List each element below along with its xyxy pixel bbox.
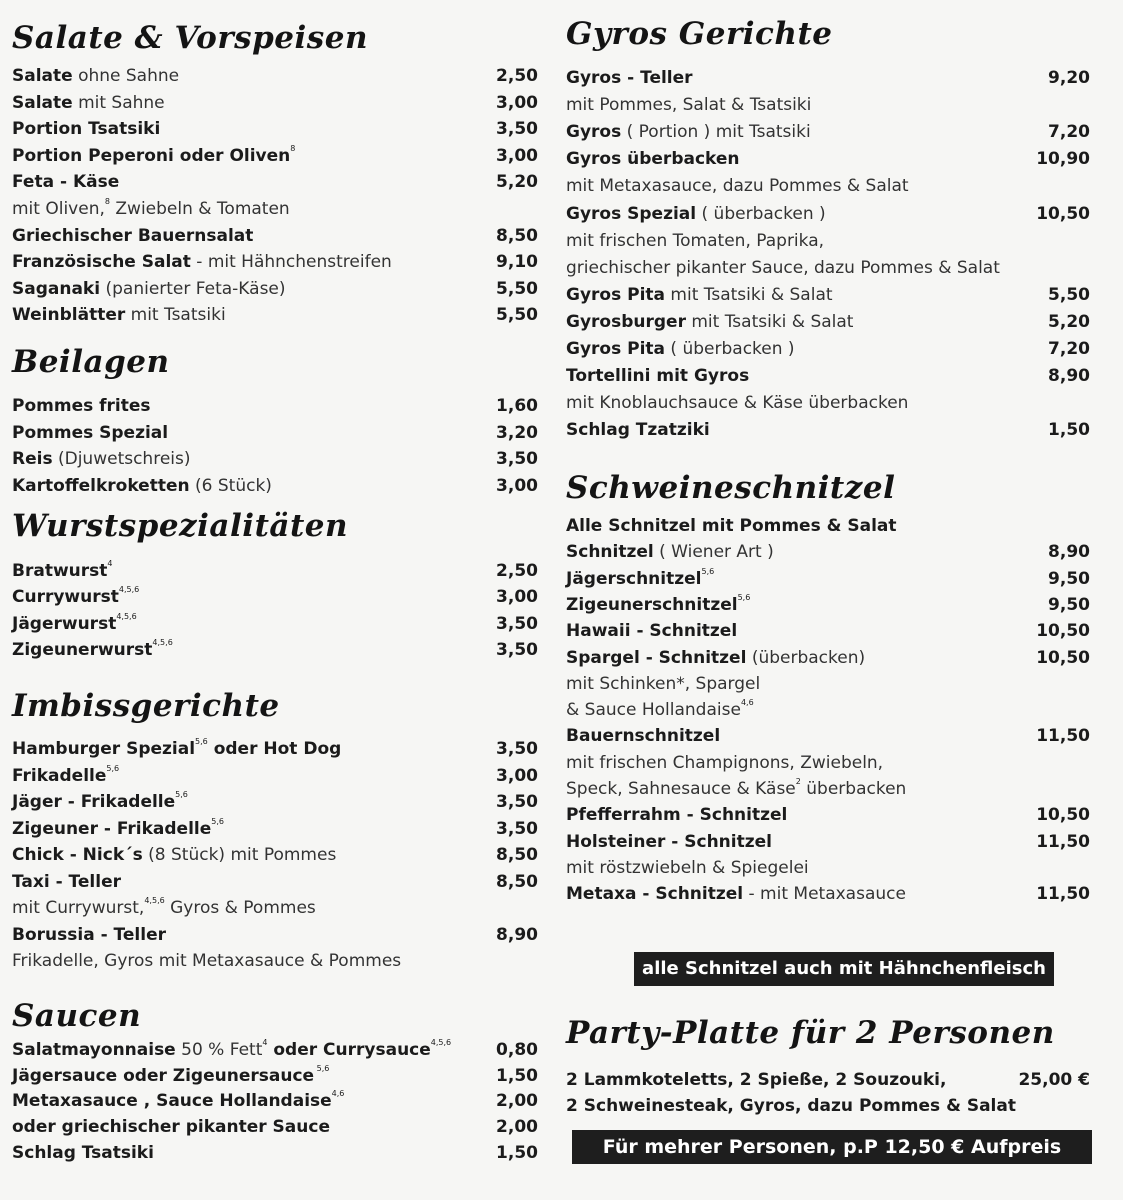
menu-item [566,803,1096,827]
menu-item-price: 8,50 [496,871,538,892]
item-title: Alle Schnitzel mit Pommes & Salat [566,516,897,536]
menu-item-price: 3,20 [496,422,538,443]
menu-item [566,256,1096,280]
menu-item-name [566,174,909,198]
item-title: oder Hot Dog [207,739,342,759]
menu-item [566,567,1096,591]
menu-item-name [566,147,740,171]
allergen-note: 8 [290,143,296,153]
allergen-note: 4 [262,1038,268,1047]
item-title: Griechischer Bauernsalat [12,225,254,246]
item-description: (überbacken) [746,647,866,668]
menu-item-name [12,923,166,947]
item-title: Zigeunerschnitzel [566,594,738,615]
menu-item-name [566,830,772,854]
menu-item-price: 2,50 [496,66,538,86]
menu-item-name [12,64,179,88]
item-description: ohne Sahne [72,66,180,86]
allergen-note: 4,5,6 [152,637,173,647]
menu-item-name [12,1089,344,1113]
item-title: Zigeunerwurst [12,639,153,660]
item-title: Portion Tsatsiki [12,119,161,140]
menu-item [566,540,1096,564]
menu-item [566,364,1096,388]
item-description: mit Knoblauchsauce & Käse überbacken [566,393,909,414]
menu-item-name [12,250,392,274]
menu-item-price: 3,50 [496,818,538,839]
menu-item [12,64,542,88]
allergen-note: 4,5,6 [430,1038,452,1047]
item-title: Tortellini mit Gyros [566,366,750,387]
menu-item [566,202,1096,226]
menu-item [12,817,542,841]
menu-item [12,585,542,609]
menu-item-name [12,447,191,471]
allergen-note: 4,5,6 [118,585,140,595]
menu-item-name [12,585,139,609]
menu-item [12,303,542,327]
menu-item [12,1115,542,1139]
menu-item [566,120,1096,144]
schnitzel-chicken-banner: alle Schnitzel auch mit Hähnchenfleisch [634,952,1054,986]
allergen-note: 5,6 [175,790,188,799]
menu-item-price: 2,00 [496,1091,538,1112]
menu-item-name [12,170,119,194]
item-description: mit Tsatsiki & Salat [665,284,833,305]
item-description: (6 Stück) [189,475,272,496]
menu-item-price: 7,20 [1048,339,1090,359]
menu-item-price: 5,50 [496,278,538,299]
menu-item [566,310,1096,334]
menu-item-price: 1,50 [1048,420,1090,441]
menu-item-name [12,144,295,168]
menu-item [566,1094,1096,1118]
party-extra-person-banner: Für mehrer Personen, p.P 12,50 € Aufpreis [572,1130,1092,1164]
item-title: Gyros überbacken [566,149,740,170]
menu-item [12,1064,542,1088]
section-heading-imbiss: Imbissgerichte [12,688,280,724]
item-title: Saganaki [12,278,101,299]
menu-item-name [12,817,224,841]
menu-item [12,474,542,498]
item-title: Gyrosburger [566,311,686,332]
menu-item-price: 9,20 [1048,68,1090,88]
item-description: ( Portion ) mit Tsatsiki [621,122,811,143]
allergen-note: 4,6 [331,1089,345,1099]
menu-item [566,391,1096,415]
item-description: überbacken [800,779,907,799]
item-description: mit Tsatsiki & Salat [685,311,854,332]
menu-item-price: 3,00 [496,92,538,113]
menu-item-name [12,764,119,788]
menu-item-price: 3,00 [496,475,538,496]
menu-item-price: 5,50 [1048,284,1090,305]
menu-item-name [566,698,754,722]
section-heading-party: Party-Platte für 2 Personen [566,1015,1055,1051]
menu-item-price: 11,50 [1036,884,1090,905]
menu-item-name [566,803,787,827]
menu-item-name [566,93,811,117]
menu-item-price: 8,90 [1048,366,1090,387]
allergen-note: 5,6 [195,737,208,746]
menu-item-name [12,737,341,761]
item-title: Metaxasauce , Sauce Hollandaise [12,1091,332,1112]
item-title: Jägersauce oder Zigeunersauce [12,1065,315,1086]
menu-item-name [12,91,165,115]
menu-item [566,147,1096,171]
menu-item [566,514,1096,538]
menu-item [12,394,542,418]
item-title: Reis [12,449,53,469]
item-description: (8 Stück) mit Pommes [142,845,337,865]
section-heading-saucen: Saucen [12,998,142,1034]
item-description: ( überbacken ) [696,203,826,224]
item-title: Schnitzel [566,542,654,563]
menu-item-price: 8,50 [496,225,538,246]
allergen-note: 5,6 [314,1063,330,1073]
item-title: Spargel - Schnitzel [566,647,747,668]
menu-item-price: 11,50 [1036,831,1090,852]
item-description: Gyros & Pommes [164,898,316,918]
item-title: Gyros - Teller [566,68,693,88]
allergen-note: 4 [107,559,113,568]
menu-item-price: 3,00 [496,765,538,786]
item-description: Speck, Sahnesauce & Käse [566,779,796,799]
menu-item [12,1038,542,1062]
menu-item-name [12,559,112,583]
menu-item [566,856,1096,880]
menu-item-name [12,1141,154,1165]
menu-item-name [12,790,188,814]
menu-item-name [12,303,226,327]
menu-item-price: 10,50 [1036,805,1090,826]
item-title: Borussia - Teller [12,924,166,945]
menu-item-name [12,197,290,221]
menu-item [12,949,542,973]
menu-item [12,250,542,274]
menu-item [566,93,1096,117]
menu-item-price: 2,00 [496,1117,538,1138]
menu-item-name [566,1068,946,1092]
allergen-note: 5,6 [106,763,120,773]
menu-item-price: 11,50 [1036,726,1090,747]
menu-item [12,1089,542,1113]
menu-item [566,646,1096,670]
menu-item-price: 10,50 [1036,621,1090,642]
menu-item-name [12,1038,451,1062]
menu-item [12,117,542,141]
menu-item-name [566,66,693,90]
menu-item [12,447,542,471]
allergen-note: 4,5,6 [144,896,165,905]
item-description: Frikadelle, Gyros mit Metaxasauce & Pommes [12,951,402,971]
menu-item [566,830,1096,854]
item-title: 2 Lammkoteletts, 2 Spieße, 2 Souzouki, [566,1070,947,1090]
menu-item-price: 7,20 [1048,122,1090,143]
menu-item [12,790,542,814]
allergen-note: 8 [104,197,110,206]
item-title: Bratwurst [12,561,108,581]
allergen-note: 4,6 [740,698,754,708]
item-title: Jägerwurst [12,613,117,634]
menu-item-name [566,672,760,696]
menu-item-name [12,1115,330,1139]
item-description: mit frischen Tomaten, Paprika, [566,230,825,251]
item-title: Chick - Nick´s [12,845,143,865]
item-title: Bauernschnitzel [566,726,721,747]
menu-item-name [12,612,137,636]
menu-item [566,418,1096,442]
menu-item-price: 10,50 [1036,203,1090,224]
menu-item [566,1068,1096,1092]
allergen-note: 5,6 [701,566,715,576]
allergen-note: 5,6 [211,816,224,826]
menu-item [566,66,1096,90]
menu-item [12,224,542,248]
menu-item [566,283,1096,307]
item-description: - mit Hähnchenstreifen [190,252,392,273]
menu-item [12,764,542,788]
section-heading-beilagen: Beilagen [12,344,170,380]
menu-item [12,737,542,761]
menu-item-price: 3,50 [496,792,538,812]
menu-item [12,923,542,947]
menu-item-name [566,256,1000,280]
menu-item [566,229,1096,253]
menu-item [566,751,1096,775]
allergen-note: 4,5,6 [116,611,137,621]
item-title: Currywurst [12,587,119,608]
menu-item-price: 0,80 [496,1040,538,1060]
section-heading-schnitzel: Schweineschnitzel [566,470,896,506]
item-title: Feta - Käse [12,172,120,193]
menu-item-name [566,283,833,307]
menu-item-name [566,882,906,906]
item-description: mit Sahne [72,92,165,113]
item-description: mit Tsatsiki [125,305,226,326]
item-description: - mit Metaxasauce [743,884,906,905]
menu-item [566,777,1096,801]
item-description: griechischer pikanter Sauce, dazu Pommes & Salat [566,257,1000,278]
menu-item-name [566,856,809,880]
menu-item-price: 3,50 [496,739,538,759]
item-title: Salatmayonnaise [12,1040,176,1060]
menu-item-name [566,646,865,670]
menu-item [566,724,1096,748]
item-description: mit Pommes, Salat & Tsatsiki [566,95,812,116]
menu-item-price: 3,50 [496,449,538,469]
menu-item [566,672,1096,696]
section-heading-gyros: Gyros Gerichte [566,16,833,52]
item-title: Hamburger Spezial [12,739,196,759]
menu-item-price: 9,50 [1048,568,1090,589]
item-title: Weinblätter [12,305,126,326]
item-title: Kartoffelkroketten [12,475,190,496]
menu-item-price: 9,10 [496,252,538,273]
item-title: Schlag Tsatsiki [12,1142,154,1163]
item-title: Hawaii - Schnitzel [566,621,738,642]
menu-item-price: 1,50 [496,1142,538,1163]
section-heading-wurst: Wurstspezialitäten [12,508,349,544]
menu-item-price: 9,50 [1048,594,1090,615]
menu-item-name [12,949,401,973]
item-description: ( überbacken ) [665,339,795,359]
menu-item-name [12,474,272,498]
item-description: mit frischen Champignons, Zwiebeln, [566,752,884,773]
menu-item-name [12,421,168,445]
item-title: oder Currysauce [267,1040,431,1060]
menu-item-name [566,1094,1016,1118]
menu-item [12,421,542,445]
section-heading-salate: Salate & Vorspeisen [12,20,369,56]
item-description: mit Oliven, [12,199,105,219]
menu-item [12,277,542,301]
item-description: & Sauce Hollandaise [566,700,741,721]
item-title: oder griechischer pikanter Sauce [12,1117,330,1138]
item-description: mit röstzwiebeln & Spiegelei [566,857,809,878]
item-description: (Djuwetschreis) [52,449,191,469]
menu-item-price: 8,50 [496,845,538,865]
item-title: Frikadelle [12,765,107,786]
menu-item-name [566,751,883,775]
menu-item-name [12,117,160,141]
item-description: 50 % Fett [175,1040,263,1060]
menu-item-name [566,619,737,643]
item-title: Salate [12,92,73,113]
item-description: ( Wiener Art ) [653,542,774,563]
menu-item-name [12,896,316,920]
menu-item [12,91,542,115]
item-title: Zigeuner - Frikadelle [12,818,212,839]
menu-item [12,559,542,583]
menu-item-name [12,224,253,248]
menu-item-name [566,777,906,801]
item-title: Gyros Pita [566,339,666,359]
menu-item-price: 3,50 [496,613,538,634]
menu-item [566,619,1096,643]
item-title: 2 Schweinesteak, Gyros, dazu Pommes & Salat [566,1096,1016,1116]
menu-item-name [12,394,151,418]
menu-item-price: 3,50 [496,119,538,140]
menu-item-name [12,277,286,301]
menu-item [12,896,542,920]
menu-item-name [12,870,121,894]
menu-item-name [566,418,710,442]
item-title: Taxi - Teller [12,871,121,892]
menu-item-name [12,1064,329,1088]
item-description: Zwiebeln & Tomaten [109,199,290,219]
menu-item-price: 1,60 [496,396,538,416]
menu-item [12,170,542,194]
menu-item-name [566,540,774,564]
menu-item [12,612,542,636]
menu-item-price: 2,50 [496,561,538,581]
item-title: Salate [12,66,73,86]
menu-item [566,593,1096,617]
menu-item-name [566,514,897,538]
menu-item-price: 5,50 [496,305,538,326]
menu-item [566,174,1096,198]
menu-item-price: 3,00 [496,587,538,608]
item-description: (panierter Feta-Käse) [100,278,286,299]
menu-item-name [566,337,795,361]
menu-item-name [566,229,824,253]
item-title: Gyros [566,122,622,143]
menu-item [566,698,1096,722]
item-title: Portion Peperoni oder Oliven [12,145,291,166]
menu-item-name [566,391,908,415]
item-description: mit Schinken*, Spargel [566,673,761,694]
menu-item [566,337,1096,361]
menu-item [12,843,542,867]
menu-item-price: 8,90 [1048,542,1090,563]
item-title: Pommes Spezial [12,422,169,443]
allergen-note: 5,6 [737,592,751,602]
menu-item-price: 8,90 [496,924,538,945]
item-description: mit Currywurst, [12,898,145,918]
menu-item-name [566,310,853,334]
menu-item [12,197,542,221]
menu-item-price: 25,00 € [1018,1070,1090,1090]
allergen-note: 2 [795,777,801,786]
menu-item-name [12,843,336,867]
menu-item [12,870,542,894]
menu-item-name [566,724,720,748]
item-title: Holsteiner - Schnitzel [566,831,772,852]
menu-item-price: 3,50 [496,639,538,660]
menu-item-price: 1,50 [496,1065,538,1086]
menu-item-name [566,202,826,226]
menu-item-name [566,364,749,388]
item-description: mit Metaxasauce, dazu Pommes & Salat [566,176,909,197]
item-title: Jäger - Frikadelle [12,792,176,812]
menu-item [12,1141,542,1165]
menu-item-name [12,638,173,662]
menu-item [12,638,542,662]
item-title: Metaxa - Schnitzel [566,884,744,905]
menu-item-price: 3,00 [496,145,538,166]
menu-item-price: 10,90 [1036,149,1090,170]
menu-item-price: 10,50 [1036,647,1090,668]
item-title: Pfefferrahm - Schnitzel [566,805,788,826]
item-title: Gyros Pita [566,284,666,305]
menu-item-price: 5,20 [496,172,538,193]
menu-item [12,144,542,168]
item-title: Schlag Tzatziki [566,420,710,441]
menu-item-name [566,567,714,591]
item-title: Pommes frites [12,396,151,416]
item-title: Jägerschnitzel [566,568,702,589]
menu-item [566,882,1096,906]
menu-item-name [566,593,750,617]
item-title: Französische Salat [12,252,191,273]
item-title: Gyros Spezial [566,203,697,224]
menu-item-name [566,120,811,144]
menu-item-price: 5,20 [1048,311,1090,332]
